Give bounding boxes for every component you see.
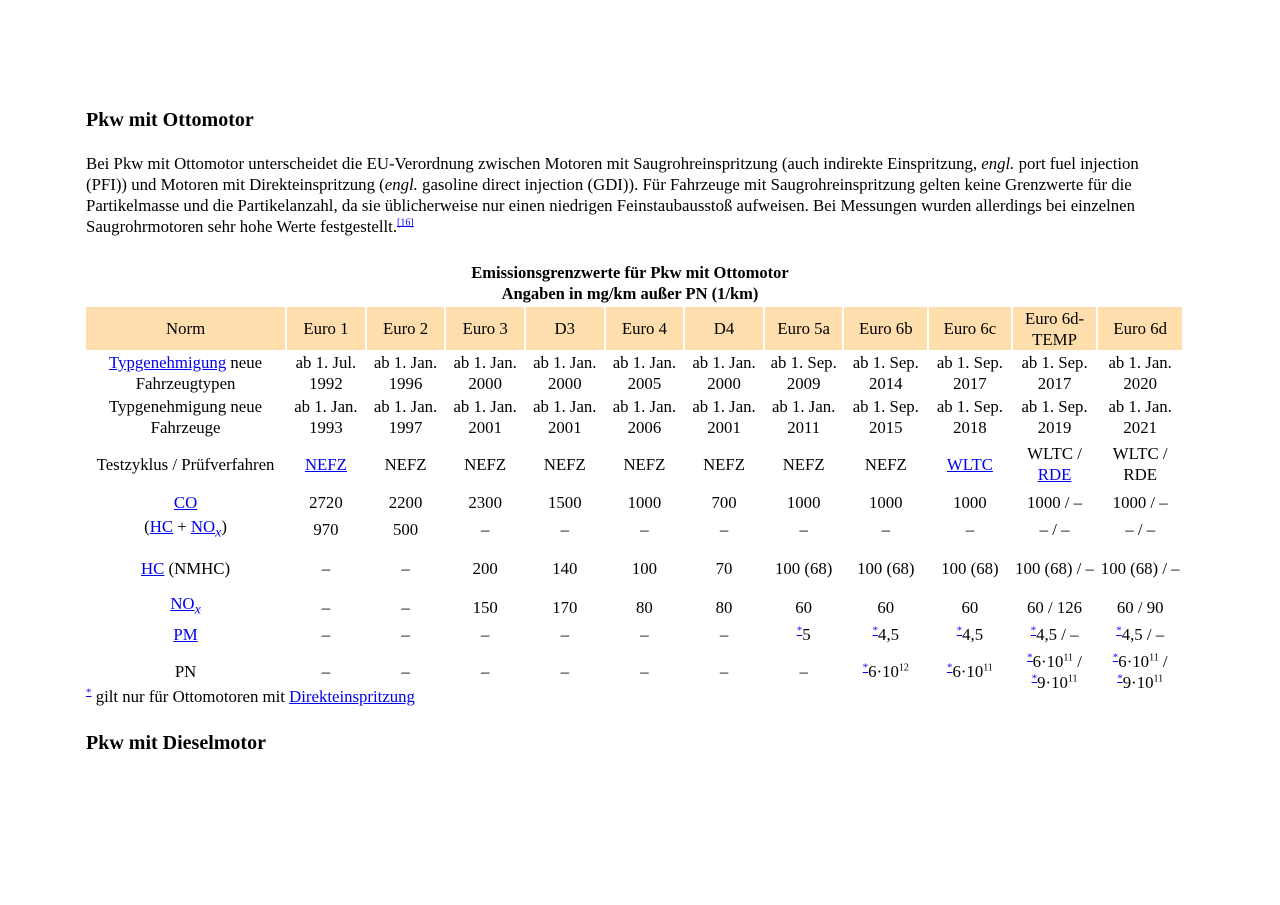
table-cell: – / – xyxy=(1125,520,1156,540)
table-cell: NEFZ xyxy=(623,454,666,474)
table-cell: ab 1. Jan. 2006 xyxy=(612,397,677,437)
table-cell: 150 xyxy=(472,597,498,617)
intro-text-1: Bei Pkw mit Ottomotor unterscheidet die EU-Verordnung zwischen Motoren mit Saugrohreinspritzung (auch indirekte Einspritzung, xyxy=(86,154,982,173)
header-norm: Norm xyxy=(86,307,285,350)
table-cell: 140 xyxy=(552,558,578,578)
table-cell: – xyxy=(401,558,410,578)
rde-link[interactable]: RDE xyxy=(1037,465,1072,484)
header-euro1: Euro 1 xyxy=(287,307,365,350)
table-cell: WLTC / RDE xyxy=(1027,444,1082,484)
table-cell: – xyxy=(401,662,410,682)
table-cell: – xyxy=(965,520,975,540)
table-cell: 500 xyxy=(392,520,419,540)
table-cell: – xyxy=(321,662,331,682)
emission-limits-table xyxy=(84,305,1184,697)
table-cell: NEFZ xyxy=(384,454,427,474)
table-cell: – xyxy=(401,625,410,645)
row-label: PN xyxy=(174,662,197,682)
row-testzyklus xyxy=(86,440,1182,488)
header-d4: D4 xyxy=(685,307,763,350)
table-cell: – xyxy=(719,625,729,645)
table-cell: ab 1. Sep. 2017 xyxy=(1021,353,1088,393)
intro-text-3: gasoline direct injection (GDI)). Für Fahrzeuge mit Saugrohreinspritzung gelten keine Grenzwerte für die Partikelmasse und die Partikelanzahl, da sie üblicherweise nur einen niedrigen Feinstaubausstoß aufweisen. Bei Messungen wurden allerdings bei einzelnen Saugrohrmotoren sehr hohe Werte festgestellt. xyxy=(86,175,1135,236)
co-link[interactable]: CO xyxy=(173,492,198,512)
table-cell: 970 xyxy=(313,520,339,540)
table-cell: 60 / 126 xyxy=(1027,597,1083,617)
header-euro6c: Euro 6c xyxy=(929,307,1011,350)
table-cell: – xyxy=(881,520,890,540)
table-cell: *5 xyxy=(796,624,811,645)
table-cell: $^*6\cdot 10^{11}$ / $^*9\cdot 10^{11}$ xyxy=(1027,651,1082,692)
table-cell: 80 xyxy=(636,597,653,617)
footnote-star-link[interactable]: * xyxy=(1116,624,1122,637)
header-euro6d: Euro 6d xyxy=(1098,307,1182,350)
footnote-star-link[interactable]: * xyxy=(796,624,803,637)
nefz-link[interactable]: NEFZ xyxy=(304,454,347,474)
table-cell: – xyxy=(560,520,569,540)
header-euro6b: Euro 6b xyxy=(844,307,927,350)
table-cell: 100 (68) / – xyxy=(1015,558,1094,578)
table-cell: – xyxy=(480,625,490,645)
row-co xyxy=(86,490,1182,514)
pm-link[interactable]: PM xyxy=(173,625,198,645)
table-cell xyxy=(929,440,1011,488)
header-d3: D3 xyxy=(526,307,604,350)
table-header-row xyxy=(86,307,1182,350)
table-cell: ab 1. Sep. 2019 xyxy=(1021,397,1088,437)
table-cell: 170 xyxy=(552,597,578,617)
header-euro6d-temp: Euro 6d-TEMP xyxy=(1013,307,1097,350)
table-cell: ab 1. Jan. 2001 xyxy=(453,397,517,437)
table-cell: 60 / 90 xyxy=(1116,597,1164,617)
caption-line-2: Angaben in mg/km außer PN (1/km) xyxy=(501,284,759,303)
table-cell: ab 1. Jul. 1992 xyxy=(295,353,357,393)
table-cell: *4,5 xyxy=(872,624,900,645)
intro-engl-2: engl. xyxy=(384,175,418,194)
label-rest: neue Fahrzeugtypen xyxy=(135,353,263,393)
table-cell: 100 (68) xyxy=(857,558,915,578)
table-cell: – xyxy=(480,662,490,682)
table-cell: 1500 xyxy=(548,492,582,512)
footnote-star-link[interactable]: * xyxy=(862,661,869,674)
table-cell: ab 1. Jan. 2005 xyxy=(612,353,677,393)
intro-text-2: port fuel injection (PFI)) und Motoren mit Direkteinspritzung ( xyxy=(86,154,1139,194)
row-label: Typgenehmigung neue Fahrzeuge xyxy=(109,397,263,437)
table-footnote xyxy=(86,686,415,707)
table-cell: NEFZ xyxy=(543,454,586,474)
table-cell: ab 1. Jan. 2001 xyxy=(692,397,756,437)
row-label: $(HC + NO_x)$ xyxy=(144,517,227,541)
table-cell: $^*6\cdot 10^{12}$ xyxy=(862,661,909,682)
table-cell: 700 xyxy=(711,492,737,512)
table-cell: – xyxy=(560,625,569,645)
hc-link[interactable]: HC xyxy=(141,558,165,578)
table-cell: – xyxy=(799,520,808,540)
section-heading-otto: Pkw mit Ottomotor xyxy=(86,109,254,131)
reference-link-16[interactable]: [16] xyxy=(397,217,414,229)
caption-line-1: Emissionsgrenzwerte für Pkw mit Ottomotor xyxy=(471,263,789,282)
table-cell: ab 1. Jan. 2021 xyxy=(1108,397,1172,437)
footnote-star-link[interactable]: * xyxy=(872,624,879,637)
intro-engl-1: engl. xyxy=(981,154,1015,173)
row-nox xyxy=(86,593,1182,620)
table-cell: 100 (68) / – xyxy=(1100,558,1180,578)
table-cell: – xyxy=(719,520,729,540)
intro-paragraph xyxy=(86,153,1178,237)
table-cell: ab 1. Sep. 2018 xyxy=(936,397,1003,437)
table-cell xyxy=(287,440,365,488)
table-cell: 60 xyxy=(795,597,813,617)
table-cell: $^*6\cdot 10^{11}$ xyxy=(946,661,993,682)
table-cell: NEFZ xyxy=(703,454,746,474)
row-hc xyxy=(86,545,1182,591)
row-pm xyxy=(86,623,1182,647)
table-cell: 1000 / – xyxy=(1027,492,1083,512)
table-cell: – xyxy=(640,520,649,540)
table-cell: 2300 xyxy=(468,492,502,512)
table-cell: 80 xyxy=(715,597,733,617)
footnote-star-link[interactable]: * xyxy=(956,624,963,637)
table-cell: *4,5 / – xyxy=(1030,624,1079,645)
wltc-link[interactable]: WLTC xyxy=(946,454,993,474)
table-cell: ab 1. Jan. 2020 xyxy=(1108,353,1172,393)
row-label xyxy=(86,490,285,514)
table-cell: 1000 xyxy=(786,492,821,512)
row-label: Testzyklus / Prüfverfahren xyxy=(96,454,275,474)
table-cell: – xyxy=(401,597,410,617)
table-cell: 200 xyxy=(472,558,498,578)
table-cell: 70 xyxy=(715,558,733,578)
header-euro2: Euro 2 xyxy=(367,307,445,350)
table-cell: $^*6\cdot 10^{11}$ / $^*9\cdot 10^{11}$ xyxy=(1112,651,1168,692)
row-typgenehmigung-fahrzeuge xyxy=(86,396,1182,438)
table-cell: 100 (68) xyxy=(775,558,833,578)
footnote-text: gilt nur für Ottomotoren mit xyxy=(91,687,290,706)
row-label xyxy=(86,623,285,647)
table-cell: 100 xyxy=(631,558,657,578)
nox-link[interactable]: $NO_x$ xyxy=(190,517,222,541)
section-heading-diesel: Pkw mit Dieselmotor xyxy=(86,732,266,754)
table-cell: ab 1. Sep. 2017 xyxy=(936,353,1003,393)
table-cell: NEFZ xyxy=(464,454,507,474)
header-euro4: Euro 4 xyxy=(606,307,684,350)
table-cell: NEFZ xyxy=(864,454,907,474)
footnote-star-link[interactable]: * xyxy=(86,686,92,699)
table-cell: 60 xyxy=(877,597,895,617)
table-cell: 60 xyxy=(961,597,979,617)
table-cell: 2720 xyxy=(309,492,343,512)
footnote-star-link[interactable]: * xyxy=(946,661,953,674)
table-cell: – xyxy=(321,625,331,645)
footnote-star-link[interactable]: * xyxy=(1031,672,1038,685)
table-cell: *4,5 / – xyxy=(1116,624,1165,645)
table-cell: ab 1. Jan. 2000 xyxy=(453,353,517,393)
header-euro5a: Euro 5a xyxy=(765,307,843,350)
table-cell: 1000 xyxy=(869,492,903,512)
table-cell: ab 1. Jan. 1993 xyxy=(294,397,358,437)
footnote-star-link[interactable]: * xyxy=(1027,651,1033,664)
table-cell: ab 1. Sep. 2009 xyxy=(770,353,837,393)
table-cell: ab 1. Jan. 2000 xyxy=(692,353,756,393)
table-cell: 1000 / – xyxy=(1112,492,1168,512)
typgenehmigung-link[interactable]: Typgenehmigung xyxy=(109,353,227,372)
table-cell: – xyxy=(719,662,729,682)
table-cell: – xyxy=(799,662,808,682)
row-label xyxy=(86,352,285,394)
table-cell: – xyxy=(321,597,331,617)
row-label: HC (NMHC) xyxy=(141,558,231,578)
table-cell: ab 1. Jan. 2000 xyxy=(533,353,597,393)
table-cell: ab 1. Jan. 2001 xyxy=(533,397,597,437)
table-cell: – xyxy=(640,625,649,645)
table-cell: ab 1. Sep. 2015 xyxy=(852,397,919,437)
table-cell: ab 1. Sep. 2014 xyxy=(852,353,919,393)
footnote-star-link[interactable]: * xyxy=(1117,672,1123,685)
table-cell: 1000 xyxy=(953,492,987,512)
nox-link[interactable]: $NO_x$ xyxy=(170,594,201,618)
hc-link[interactable]: HC xyxy=(149,517,174,536)
table-cell: – xyxy=(560,662,569,682)
row-hc-nox xyxy=(86,516,1182,543)
row-typgenehmigung-fahrzeugtypen xyxy=(86,352,1182,394)
table-cell: ab 1. Jan. 1996 xyxy=(373,353,438,393)
footnote-star-link[interactable]: * xyxy=(1030,624,1037,637)
table-cell: 1000 xyxy=(627,492,662,512)
table-cell: 2200 xyxy=(388,492,423,512)
table-cell: ab 1. Jan. 2011 xyxy=(771,397,836,437)
footnote-star-link[interactable]: * xyxy=(1112,651,1119,664)
direkteinspritzung-link[interactable]: Direkteinspritzung xyxy=(289,687,415,706)
header-euro3: Euro 3 xyxy=(446,307,524,350)
table-cell: 100 (68) xyxy=(941,558,999,578)
table-cell: WLTC / RDE xyxy=(1112,444,1168,484)
table-cell: NEFZ xyxy=(782,454,825,474)
table-cell: *4,5 xyxy=(956,624,984,645)
table-cell: – / – xyxy=(1039,520,1070,540)
row-label xyxy=(86,593,285,620)
table-cell: – xyxy=(640,662,649,682)
table-cell: ab 1. Jan. 1997 xyxy=(373,397,438,437)
table-cell: – xyxy=(321,558,331,578)
table-cell: – xyxy=(480,520,490,540)
table-caption xyxy=(86,262,1174,304)
